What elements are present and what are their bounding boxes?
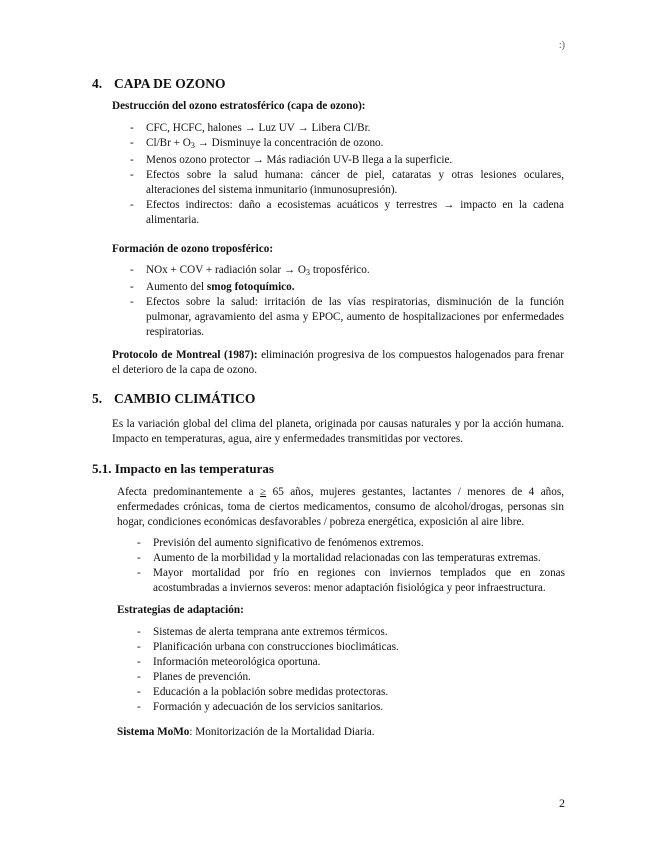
list-item: - Efectos indirectos: daño a ecosistemas acuáticos y terrestres → impacto en la cadena alimentaria. — [128, 198, 564, 228]
momo-system-line: Sistema MoMo: Monitorización de la Mortalidad Diaria. — [117, 726, 375, 738]
list-item: - Sistemas de alerta temprana ante extremos térmicos. — [135, 625, 565, 640]
ozone-destruction-subheading: Destrucción del ozono estratosférico (capa de ozono): — [112, 100, 366, 112]
list-item: - Información meteorológica oportuna. — [135, 655, 565, 670]
temperature-impact-paragraph: Afecta predominantemente a ≥ 65 años, mujeres gestantes, lactantes / menores de 4 años, enfermedades crónicas, toma de ciertos medicamentos, consumo de alcohol/drogas, personas sin hogar, condiciones económicas desfavorables / pobreza energética, exposición al aire libre. — [117, 486, 565, 528]
tropospheric-ozone-list — [128, 263, 564, 340]
adaptation-strategies-list — [135, 625, 565, 715]
section-5-heading — [92, 391, 255, 407]
climate-change-intro: Es la variación global del clima del planeta, originada por causas naturales y por la acción humana. Impacto en temperaturas, agua, aire y enfermedades transmitidas por vectores. — [112, 418, 564, 445]
tropospheric-ozone-subheading: Formación de ozono troposférico: — [112, 243, 274, 255]
adaptation-strategies-subheading: Estrategias de adaptación: — [117, 604, 244, 616]
section-number: 5. — [92, 391, 103, 406]
page-number: 2 — [559, 796, 565, 810]
list-item: - Aumento del smog fotoquímico. — [128, 280, 564, 295]
list-item: - CFC, HCFC, halones → Luz UV → Libera Cl/Br. — [128, 121, 564, 136]
section-number: 4. — [92, 76, 103, 91]
corner-mark: :) — [558, 40, 565, 51]
section-5-1-heading: 5.1. Impacto en las temperaturas — [92, 461, 274, 476]
list-item: - Efectos sobre la salud humana: cáncer de piel, cataratas y otras lesiones oculares, alteraciones del sistema inmunitario (inmunosupresión). — [128, 168, 564, 198]
list-item: - Cl/Br + O3 → Disminuye la concentración de ozono. — [128, 136, 564, 153]
list-item: - Planes de prevención. — [135, 670, 565, 685]
list-item: - Menos ozono protector → Más radiación UV-B llega a la superficie. — [128, 153, 564, 168]
list-item: - Mayor mortalidad por frío en regiones con inviernos templados que en zonas acostumbradas a inviernos severos: menor adaptación fisiológica y peor infraestructura. — [135, 566, 565, 596]
montreal-protocol-paragraph: Protocolo de Montreal (1987): eliminación progresiva de los compuestos halogenados para frenar el deterioro de la capa de ozono. — [112, 349, 565, 376]
section-title: CAPA DE OZONO — [114, 76, 226, 91]
list-item: - Formación y adecuación de los servicios sanitarios. — [135, 700, 565, 715]
list-item: - Educación a la población sobre medidas protectoras. — [135, 685, 565, 700]
list-item: - Previsión del aumento significativo de fenómenos extremos. — [135, 536, 565, 551]
section-title: CAMBIO CLIMÁTICO — [114, 391, 256, 406]
list-item: - Aumento de la morbilidad y la mortalidad relacionadas con las temperaturas extremas. — [135, 551, 565, 566]
section-4-heading — [92, 76, 226, 92]
temperature-impact-list — [135, 536, 565, 596]
list-item: - Efectos sobre la salud: irritación de las vías respiratorias, disminución de la función pulmonar, agravamiento del asma y EPOC, aumento de hospitalizaciones por enfermedades respiratorias. — [128, 295, 564, 340]
ozone-destruction-list — [128, 121, 564, 228]
list-item: - NOx + COV + radiación solar → O3 troposférico. — [128, 263, 564, 280]
list-item: - Planificación urbana con construcciones bioclimáticas. — [135, 640, 565, 655]
